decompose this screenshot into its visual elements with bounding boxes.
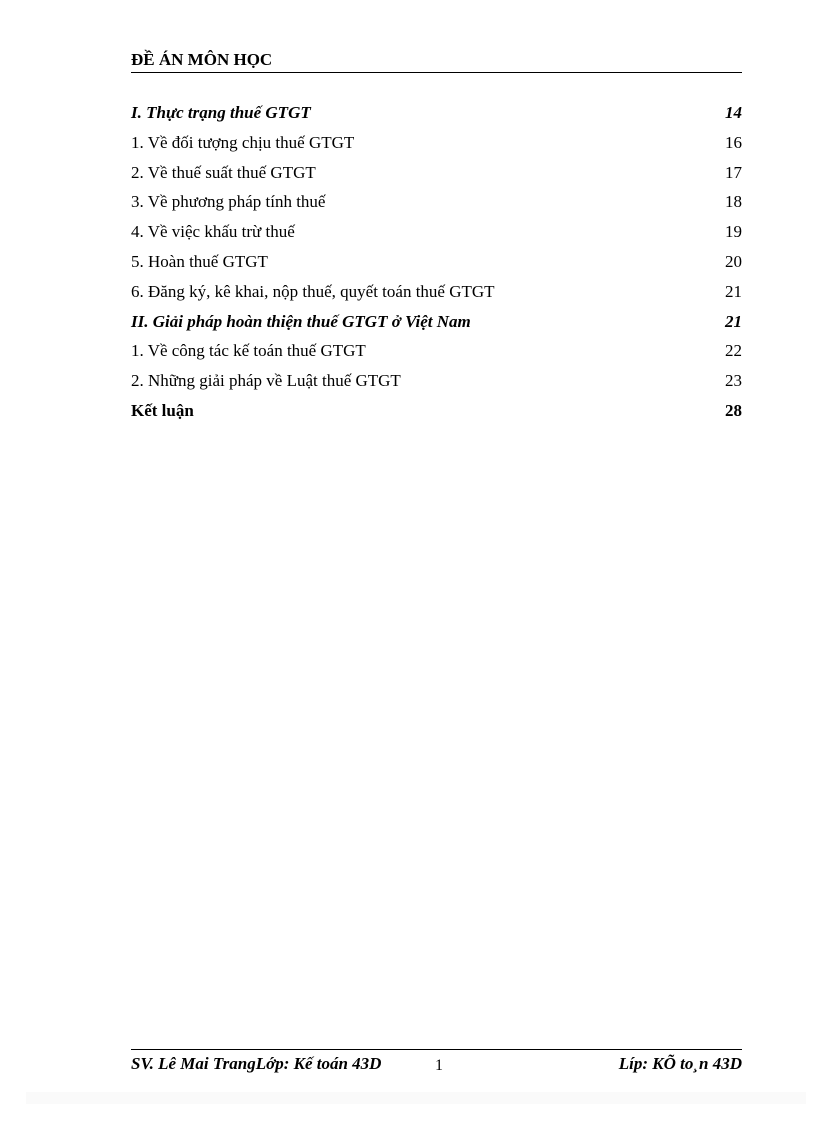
toc-entry-page: 16 (725, 132, 742, 152)
toc-entry-label: 2. Về thuế suất thuế GTGT (131, 162, 316, 182)
page-footer (131, 1054, 742, 1078)
toc-entry-label: 2. Những giải pháp về Luật thuế GTGT (131, 371, 401, 391)
toc-entry-page: 20 (725, 251, 742, 271)
toc-entry (131, 277, 742, 307)
toc-entry (131, 98, 742, 128)
toc-entry-page: 14 (725, 103, 742, 122)
toc-entry-label: Kết luận (131, 400, 194, 420)
table-of-contents (131, 98, 742, 426)
toc-entry (131, 366, 742, 396)
toc-entry-page: 17 (725, 162, 742, 182)
toc-entry-label: 4. Về việc khấu trừ thuế (131, 222, 295, 242)
footer-author-class: SV. Lê Mai TrangLớp: Kế toán 43D (131, 1054, 382, 1073)
toc-entry-page: 21 (725, 311, 742, 331)
toc-entry (131, 247, 742, 277)
toc-entry-label: 3. Về phương pháp tính thuế (131, 192, 326, 212)
toc-entry-label: 6. Đăng ký, kê khai, nộp thuế, quyết toán thuế GTGT (131, 281, 495, 301)
toc-entry (131, 187, 742, 217)
toc-entry-page: 19 (725, 222, 742, 242)
footer-page-number: 1 (435, 1057, 443, 1074)
toc-entry-label: II. Giải pháp hoàn thiện thuế GTGT ở Việt Nam (131, 311, 471, 331)
toc-entry (131, 217, 742, 247)
toc-entry-page: 28 (725, 400, 742, 420)
toc-entry-page: 18 (725, 192, 742, 212)
toc-entry-page: 22 (725, 341, 742, 361)
toc-entry-page: 21 (725, 281, 742, 301)
toc-entry-label: 5. Hoàn thuế GTGT (131, 251, 268, 271)
footer-class-label: Líp: KÕ to¸n 43D (618, 1054, 742, 1073)
toc-entry (131, 158, 742, 188)
toc-entry-label: 1. Về đối tượng chịu thuế GTGT (131, 132, 355, 152)
toc-entry (131, 128, 742, 158)
page-header-title: ĐỀ ÁN MÔN HỌC (131, 50, 273, 69)
page-bottom-edge (26, 1092, 806, 1104)
header-divider (131, 72, 742, 73)
toc-entry-page: 23 (725, 371, 742, 391)
toc-entry (131, 336, 742, 366)
toc-entry (131, 307, 742, 337)
toc-entry-label: I. Thực trạng thuế GTGT (131, 103, 311, 122)
toc-entry-label: 1. Về công tác kế toán thuế GTGT (131, 341, 366, 361)
toc-entry (131, 396, 742, 426)
footer-divider (131, 1049, 742, 1050)
